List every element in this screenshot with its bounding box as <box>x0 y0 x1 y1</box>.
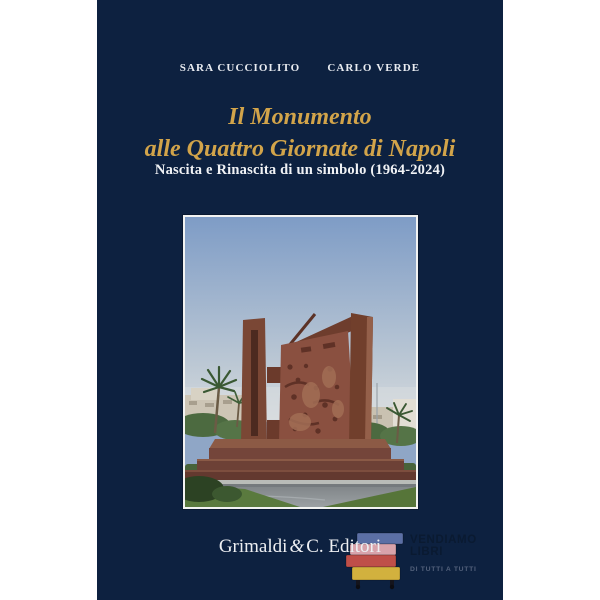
book-title-line2: alle Quattro Giornate di Napoli <box>144 136 456 162</box>
publisher-name-part: Grimaldi <box>218 536 288 557</box>
book-title-line1: Il Monumento <box>228 104 372 130</box>
monument-photo-illustration <box>185 217 416 507</box>
bookseller-name-line1: VENDIAMO <box>410 534 477 546</box>
authors-row <box>97 62 503 74</box>
author-name: SARA CUCCIOLITO <box>179 62 301 74</box>
publisher-ampersand: & <box>289 536 305 557</box>
book-subtitle: Nascita e Rinascita di un simbolo (1964-2024) <box>154 162 446 178</box>
publisher-name <box>97 536 503 558</box>
book-title <box>97 101 503 165</box>
cover-photo <box>183 215 418 509</box>
author-name: CARLO VERDE <box>327 62 421 74</box>
publisher-name-part: C. Editori <box>306 536 382 557</box>
book-cover <box>97 0 503 600</box>
bookseller-tagline: DI TUTTI A TUTTI <box>410 566 477 573</box>
bookseller-name-line2: LIBRI <box>410 546 444 558</box>
